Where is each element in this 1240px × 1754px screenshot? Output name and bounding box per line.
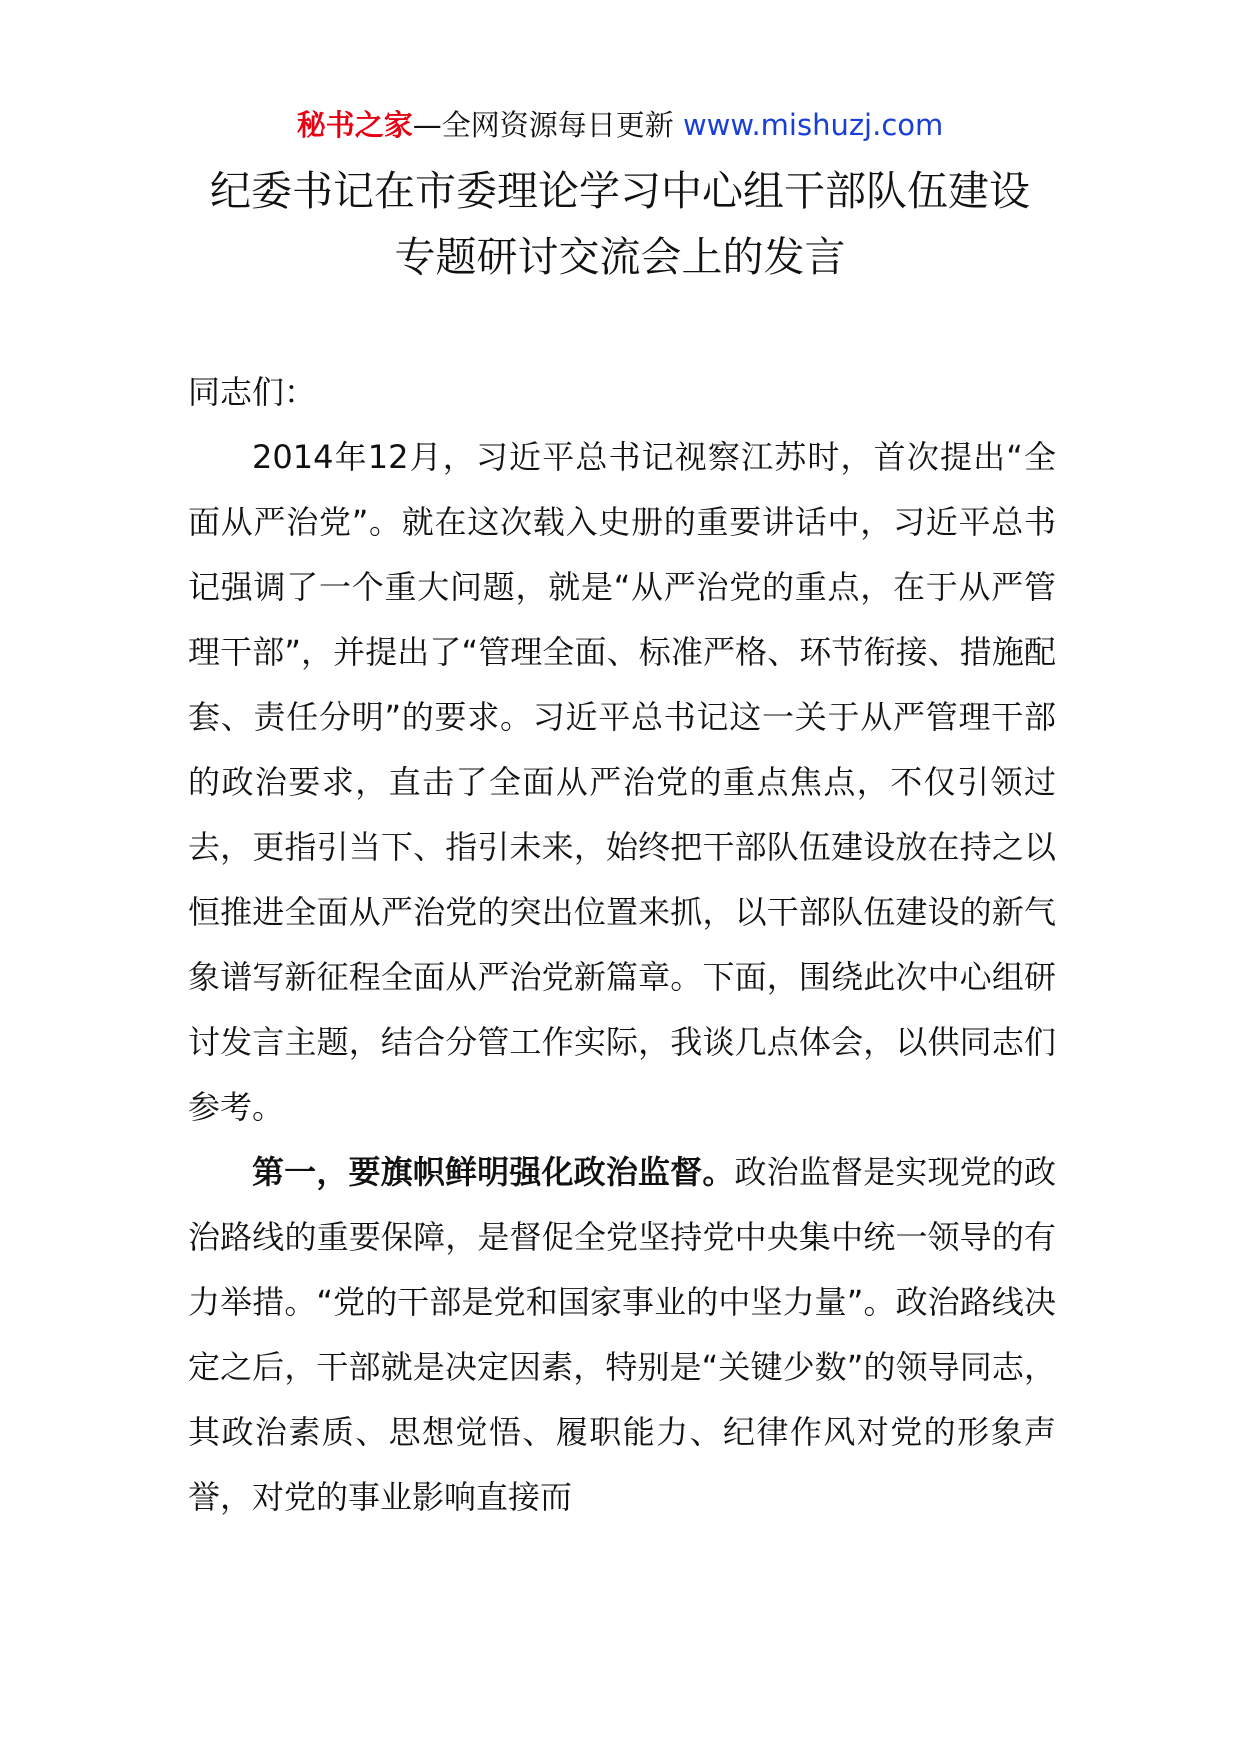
header-tagline: —全网资源每日更新 (412, 108, 683, 142)
site-header (0, 100, 1240, 150)
title-line-1: 纪委书记在市委理论学习中心组干部队伍建设 (210, 167, 1030, 215)
paragraph-2-lead: 第一，要旗帜鲜明强化政治监督。 (252, 1153, 735, 1191)
document-body (188, 360, 1056, 1530)
brand-name: 秘书之家 (296, 108, 413, 142)
site-url-link[interactable]: www.mishuzj.com (682, 108, 944, 142)
paragraph-2 (188, 1140, 1056, 1530)
salutation: 同志们： (188, 373, 317, 411)
document-title (0, 158, 1240, 290)
paragraph-1: 2014年12月，习近平总书记视察江苏时，首次提出“全面从严治党”。就在这次载入史册的重要讲话中，习近平总书记强调了一个重大问题，就是“从严治党的重点，在于从严管理干部”，并提出了“管理全面、标准严格、环节衔接、措施配套、责任分明”的要求。习近平总书记这一关于从严管理干部的政治要求，直击了全面从严治党的重点焦点，不仅引领过去，更指引当下、指引未来，始终把干部队伍建设放在持之以恒推进全面从严治党的突出位置来抓，以干部队伍建设的新气象谱写新征程全面从严治党新篇章。下面，围绕此次中心组研讨发言主题，结合分管工作实际，我谈几点体会，以供同志们参考。 (188, 438, 1056, 1126)
paragraph-2-text: 政治监督是实现党的政治路线的重要保障，是督促全党坚持党中央集中统一领导的有力举措。“党的干部是党和国家事业的中坚力量”。政治路线决定之后，干部就是决定因素，特别是“关键少数”的领导同志，其政治素质、思想觉悟、履职能力、纪律作风对党的形象声誉，对党的事业影响直接而 (188, 1153, 1056, 1516)
title-line-2: 专题研讨交流会上的发言 (394, 233, 846, 281)
